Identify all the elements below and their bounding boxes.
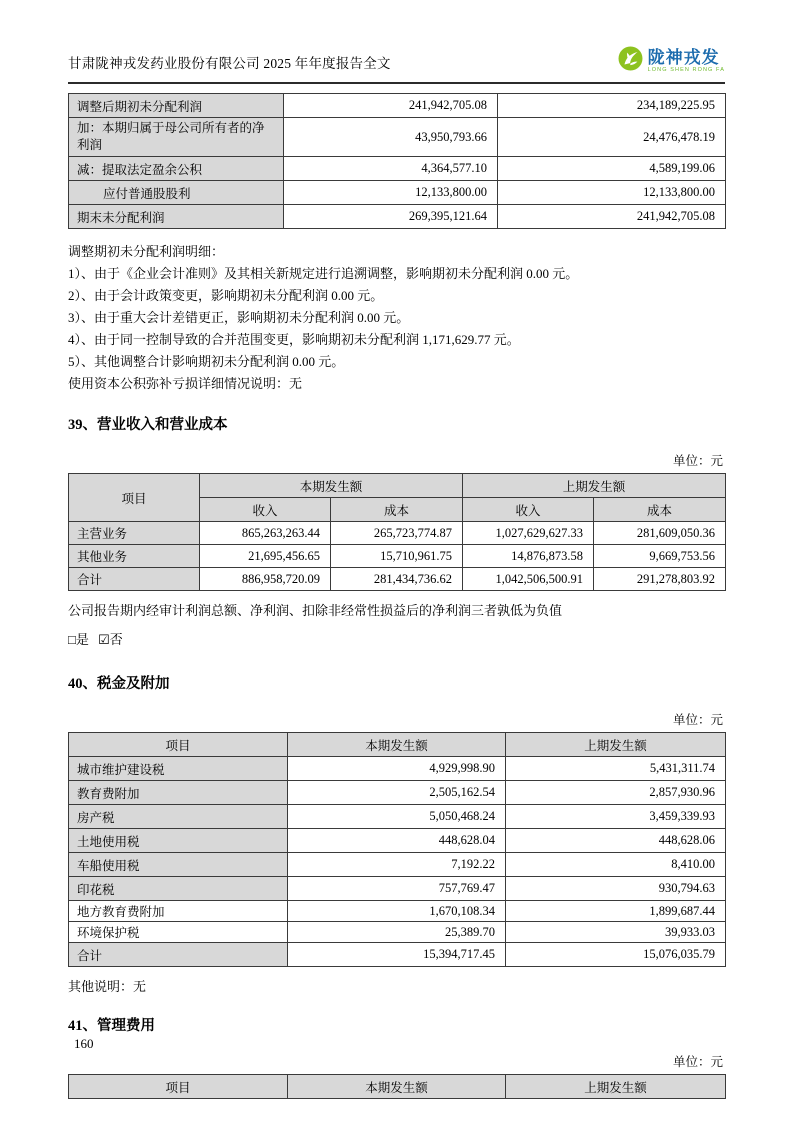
- note-item: 4）、由于同一控制导致的合并范围变更，影响期初未分配利润 1,171,629.77 元。: [68, 332, 520, 347]
- current-value: 757,769.47: [288, 877, 506, 901]
- prior-value: 241,942,705.08: [498, 205, 726, 229]
- current-value: 25,389.70: [288, 922, 506, 943]
- table-row: [69, 901, 726, 922]
- prior-value: 5,431,311.74: [506, 757, 726, 781]
- table-row: [69, 205, 726, 229]
- page-header: [68, 0, 725, 84]
- other-note: 其他说明：无: [68, 979, 147, 994]
- col-income: 收入: [463, 498, 594, 522]
- prior-value: 930,794.63: [506, 877, 726, 901]
- table-row: [69, 568, 726, 591]
- company-logo: [618, 46, 725, 76]
- current-value: 2,505,162.54: [288, 781, 506, 805]
- row-label: 应付普通股股利: [69, 181, 284, 205]
- current-value: 269,395,121.64: [284, 205, 498, 229]
- col-item: 项目: [69, 474, 200, 522]
- table-row: [69, 922, 726, 943]
- cell-value: 9,669,753.56: [594, 545, 726, 568]
- table-row: [69, 853, 726, 877]
- row-label: 城市维护建设税: [69, 757, 288, 781]
- cell-value: 14,876,873.58: [463, 545, 594, 568]
- current-value: 12,133,800.00: [284, 181, 498, 205]
- cell-value: 291,278,803.92: [594, 568, 726, 591]
- table-row: [69, 781, 726, 805]
- taxes-table: [68, 732, 726, 967]
- cell-value: 265,723,774.87: [331, 522, 463, 545]
- row-label: 调整后期初未分配利润: [69, 94, 284, 118]
- current-value: 448,628.04: [288, 829, 506, 853]
- report-title: 甘肃陇神戎发药业股份有限公司 2025 年年度报告全文: [68, 56, 391, 71]
- prior-value: 2,857,930.96: [506, 781, 726, 805]
- table-row: [69, 877, 726, 901]
- prior-value: 8,410.00: [506, 853, 726, 877]
- col-prior: 上期发生额: [506, 1075, 726, 1099]
- page-number: 160: [74, 1036, 94, 1051]
- table-header-row: [69, 733, 726, 757]
- current-value: 43,950,793.66: [284, 118, 498, 157]
- capital-reserve-note: 使用资本公积弥补亏损详细情况说明：无: [68, 376, 303, 391]
- row-label: 加：本期归属于母公司所有者的净利润: [69, 118, 284, 157]
- table-row: [69, 181, 726, 205]
- note-item: 5）、其他调整合计影响期初未分配利润 0.00 元。: [68, 354, 345, 369]
- prior-value: 1,899,687.44: [506, 901, 726, 922]
- cell-value: 15,710,961.75: [331, 545, 463, 568]
- audit-note: 公司报告期内经审计利润总额、净利润、扣除非经常性损益后的净利润三者孰低为负值: [68, 603, 563, 618]
- table-row: [69, 757, 726, 781]
- cell-value: 886,958,720.09: [200, 568, 331, 591]
- undistributed-profit-table: [68, 93, 726, 229]
- pinwheel-bird-icon: [618, 46, 643, 76]
- cell-value: 865,263,263.44: [200, 522, 331, 545]
- cell-value: 1,027,629,627.33: [463, 522, 594, 545]
- logo-name-cn: 陇神戎发: [647, 47, 720, 67]
- row-label: 土地使用税: [69, 829, 288, 853]
- row-label: 期末未分配利润: [69, 205, 284, 229]
- current-value: 1,670,108.34: [288, 901, 506, 922]
- cell-value: 21,695,456.65: [200, 545, 331, 568]
- prior-value: 234,189,225.95: [498, 94, 726, 118]
- row-label: 主营业务: [69, 522, 200, 545]
- col-cost: 成本: [331, 498, 463, 522]
- admin-expense-table: [68, 1074, 726, 1099]
- prior-value: 39,933.03: [506, 922, 726, 943]
- table-row: [69, 545, 726, 568]
- col-current: 本期发生额: [288, 733, 506, 757]
- col-item: 项目: [69, 1075, 288, 1099]
- col-income: 收入: [200, 498, 331, 522]
- cell-value: 1,042,506,500.91: [463, 568, 594, 591]
- prior-value: 12,133,800.00: [498, 181, 726, 205]
- row-label: 环境保护税: [69, 922, 288, 943]
- note-item: 2）、由于会计政策变更，影响期初未分配利润 0.00 元。: [68, 288, 384, 303]
- checkbox-yes: □是: [68, 632, 89, 647]
- row-label: 合计: [69, 568, 200, 591]
- prior-value: 4,589,199.06: [498, 157, 726, 181]
- table-row: [69, 522, 726, 545]
- row-label: 房产税: [69, 805, 288, 829]
- col-prior: 上期发生额: [506, 733, 726, 757]
- adjustment-notes: [68, 241, 725, 395]
- checkbox-no: ☑否: [98, 632, 123, 647]
- current-value: 4,929,998.90: [288, 757, 506, 781]
- note-item: 1）、由于《企业会计准则》及其相关新规定进行追溯调整，影响期初未分配利润 0.00 元。: [68, 266, 579, 281]
- table-row: [69, 943, 726, 967]
- prior-value: 15,076,035.79: [506, 943, 726, 967]
- prior-value: 448,628.06: [506, 829, 726, 853]
- table-row: [69, 829, 726, 853]
- row-label: 减：提取法定盈余公积: [69, 157, 284, 181]
- row-label: 印花税: [69, 877, 288, 901]
- section-40-heading: 40、税金及附加: [68, 676, 170, 692]
- logo-name-en: LONG SHEN RONG FA: [647, 66, 725, 73]
- current-value: 15,394,717.45: [288, 943, 506, 967]
- table-row: [69, 157, 726, 181]
- prior-value: 24,476,478.19: [498, 118, 726, 157]
- col-prior: 上期发生额: [463, 474, 726, 498]
- row-label: 车船使用税: [69, 853, 288, 877]
- yes-no-checkboxes: [68, 629, 725, 648]
- col-cost: 成本: [594, 498, 726, 522]
- current-value: 4,364,577.10: [284, 157, 498, 181]
- table-row: [69, 805, 726, 829]
- unit-label: 单位：元: [672, 1055, 723, 1069]
- cell-value: 281,434,736.62: [331, 568, 463, 591]
- col-current: 本期发生额: [288, 1075, 506, 1099]
- col-current: 本期发生额: [200, 474, 463, 498]
- table-row: [69, 118, 726, 157]
- notes-intro: 调整期初未分配利润明细：: [68, 244, 225, 259]
- row-label: 其他业务: [69, 545, 200, 568]
- table-header-row: [69, 474, 726, 498]
- unit-label: 单位：元: [672, 454, 723, 468]
- revenue-cost-table: [68, 473, 726, 591]
- current-value: 241,942,705.08: [284, 94, 498, 118]
- current-value: 5,050,468.24: [288, 805, 506, 829]
- prior-value: 3,459,339.93: [506, 805, 726, 829]
- section-41-heading: 41、管理费用: [68, 1018, 155, 1034]
- row-label: 教育费附加: [69, 781, 288, 805]
- table-header-row: [69, 1075, 726, 1099]
- note-item: 3）、由于重大会计差错更正，影响期初未分配利润 0.00 元。: [68, 310, 410, 325]
- section-39-heading: 39、营业收入和营业成本: [68, 417, 228, 433]
- col-item: 项目: [69, 733, 288, 757]
- cell-value: 281,609,050.36: [594, 522, 726, 545]
- unit-label: 单位：元: [672, 713, 723, 727]
- row-label: 地方教育费附加: [69, 901, 288, 922]
- current-value: 7,192.22: [288, 853, 506, 877]
- table-row: [69, 94, 726, 118]
- row-label: 合计: [69, 943, 288, 967]
